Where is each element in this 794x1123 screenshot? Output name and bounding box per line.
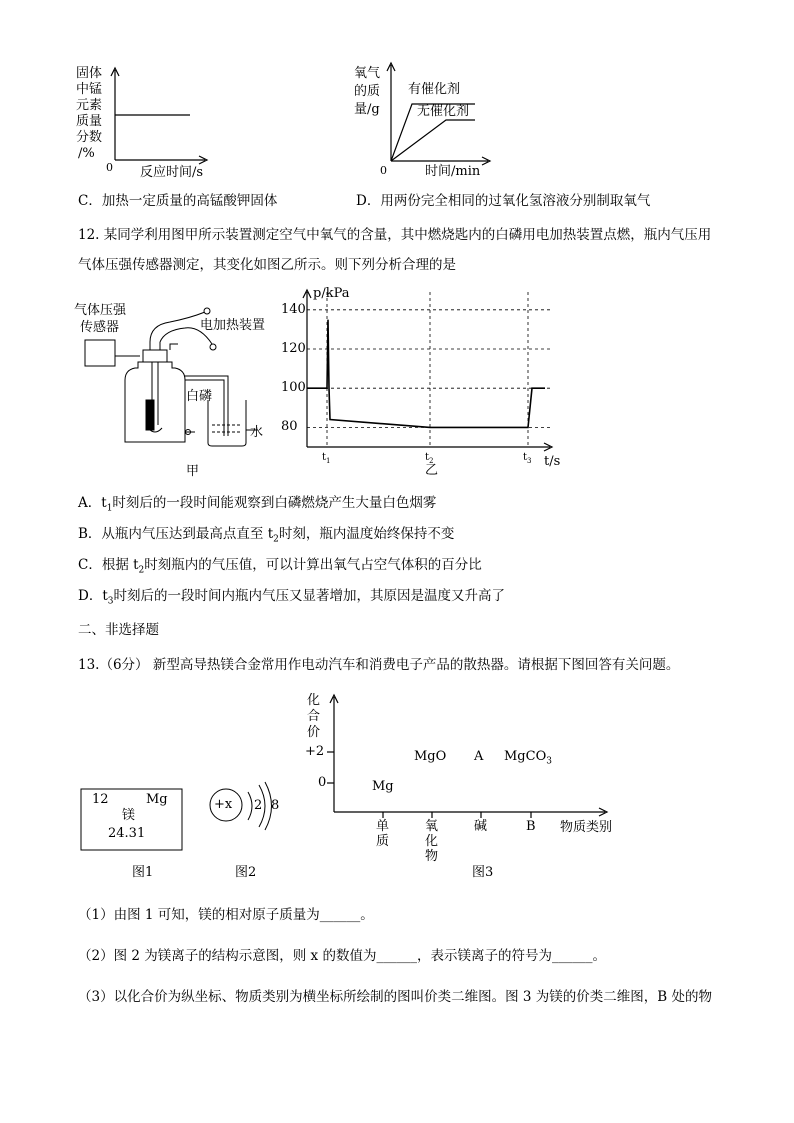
fig3-entry-mgco3-text: MgCO <box>504 749 547 764</box>
q12-option-d-text: D．t <box>78 588 108 604</box>
heater-label: 电加热装置 <box>200 318 266 333</box>
fig2-nucleus: +x <box>214 797 233 812</box>
fig3-entry-a: A <box>474 749 484 764</box>
q12-option-c-sub: 2 <box>138 565 145 576</box>
pressure-chart <box>303 290 552 451</box>
sensor-label-2: 传感器 <box>80 320 120 335</box>
q11-option-d: D．用两份完全相同的过氧化氢溶液分别制取氧气 <box>356 193 651 209</box>
graph-c-ylabel-4: 质量 <box>76 114 103 129</box>
graph-d-origin: 0 <box>380 164 387 177</box>
q12-option-d-sub: 3 <box>107 596 114 607</box>
fig3-xcat-1a: 单 <box>376 819 390 834</box>
valence-diagram <box>327 695 607 818</box>
pressure-ytick-120: 120 <box>281 341 306 356</box>
graph-d-ylabel-1: 氧气 <box>354 66 381 81</box>
fig3-entry-mgo: MgO <box>414 749 447 764</box>
pressure-ytick-100: 100 <box>281 380 306 396</box>
phosphorus-label: 白磷 <box>186 389 213 404</box>
q12-stem-line1: 12. 某同学利用图甲所示装置测定空气中氧气的含量，其中燃烧匙内的白磷用电加热装置点燃，瓶内气压用 <box>78 227 712 243</box>
pressure-grid <box>307 292 550 447</box>
graph-c-ylabel-3: 元素 <box>76 98 103 113</box>
q12-option-b-text: B．从瓶内气压达到最高点直至 t <box>78 526 274 542</box>
fig3-xcat-2c: 物 <box>425 849 439 864</box>
fig1-name: 镁 <box>122 808 136 823</box>
q12-option-c-text: C．根据 t <box>78 557 139 573</box>
section-heading: 二、非选择题 <box>78 622 159 638</box>
pressure-series-line <box>307 320 545 428</box>
fig3-entry-mg: Mg <box>372 779 394 794</box>
graph-c-axes <box>111 68 207 164</box>
fig3-ytick-zero: 0 <box>318 775 327 790</box>
pressure-ytick-140: 140 <box>281 301 306 317</box>
q12-option-d <box>78 587 505 611</box>
graph-d-line-label-no-catalyst: 无催化剂 <box>417 104 470 119</box>
graph-d-ylabel-2: 的质 <box>354 84 381 99</box>
graph-d-line-label-catalyst: 有催化剂 <box>408 82 461 97</box>
fig2-caption: 图2 <box>235 865 257 880</box>
q12-option-c-rest: 时刻瓶内的气压值，可以计算出氧气占空气体积的百分比 <box>144 557 482 573</box>
q13-stem: 13.（6分） 新型高导热镁合金常用作电动汽车和消费电子产品的散热器。请根据下图回答有关问题。 <box>78 657 680 673</box>
q12-option-a-rest: 时刻后的一段时间能观察到白磷燃烧产生大量白色烟雾 <box>112 495 437 511</box>
sensor-label-1: 气体压强 <box>74 303 127 318</box>
fig1-number: 12 <box>92 792 109 807</box>
q12-option-b-rest: 时刻，瓶内温度始终保持不变 <box>278 526 455 542</box>
q11-option-c: C．加热一定质量的高锰酸钾固体 <box>78 193 278 209</box>
graph-d-ylabel-3: 量/g <box>354 102 380 117</box>
fig3-entry-mgco3 <box>504 749 552 770</box>
q12-stem-line2: 气体压强传感器测定，其变化如图乙所示。则下列分析合理的是 <box>78 257 456 273</box>
graph-c-origin: 0 <box>106 161 113 174</box>
q12-option-a-sub: 1 <box>106 503 113 514</box>
q13-part1: （1）由图 1 可知，镁的相对原子质量为______。 <box>78 907 374 923</box>
q13-part2: （2）图 2 为镁离子的结构示意图，则 x 的数值为______，表示镁离子的符号为______。 <box>78 948 606 964</box>
fig3-xcat-2b: 化 <box>425 834 439 849</box>
fig3-xcat-1b: 质 <box>376 834 390 849</box>
fig3-xlabel: 物质类别 <box>560 820 613 835</box>
fig3-ylabel-2: 合 <box>307 709 321 724</box>
graph-d-xlabel: 时间/min <box>425 164 481 179</box>
graph-c-xlabel: 反应时间/s <box>140 165 204 180</box>
graph-c-ylabel-5: 分数 <box>76 130 103 145</box>
pressure-ylabel: p/kPa <box>313 286 350 301</box>
q12-option-a <box>78 494 436 518</box>
graph-c-ylabel-1: 固体 <box>76 66 103 81</box>
q12-option-d-rest: 时刻后的一段时间内瓶内气压又显著增加，其原因是温度又升高了 <box>113 588 505 604</box>
fig3-xcat-2a: 氧 <box>425 819 439 834</box>
fig3-ytick-plus2: +2 <box>305 744 325 759</box>
pressure-xtick-t1: $t_1$ <box>322 452 331 465</box>
fig1-symbol: Mg <box>146 792 168 807</box>
fig1-mass: 24.31 <box>108 826 146 841</box>
pressure-ytick-80: 80 <box>281 419 298 435</box>
fig3-ylabel-3: 价 <box>307 725 321 740</box>
fig2-shell2: 8 <box>271 798 280 813</box>
q13-part3: （3）以化合价为纵坐标、物质类别为横坐标所绘制的图叫价类二维图。图 3 为镁的价类二维图，B 处的物 <box>78 989 712 1005</box>
pressure-caption: 乙 <box>425 463 439 478</box>
water-label: 水 <box>250 425 264 440</box>
fig3-entry-mgco3-sub: 3 <box>546 756 552 767</box>
q12-option-b <box>78 525 454 549</box>
graph-c-ylabel-6: /% <box>78 146 95 161</box>
fig1-caption: 图1 <box>132 865 154 880</box>
fig3-xcat-3: 碱 <box>474 819 488 834</box>
q12-option-a-text: A．t <box>78 495 107 511</box>
fig3-caption: 图3 <box>472 865 494 880</box>
q12-option-b-sub: 2 <box>273 534 279 545</box>
pressure-xlabel: t/s <box>544 454 561 469</box>
pressure-curve <box>307 320 545 428</box>
apparatus-caption: 甲 <box>186 464 200 479</box>
fig3-ylabel-1: 化 <box>307 693 321 708</box>
q12-option-c <box>78 556 482 580</box>
graph-c-ylabel-2: 中锰 <box>76 82 103 97</box>
fig3-xcat-4: B <box>526 819 536 834</box>
pressure-xtick-t3: $t_3$ <box>523 452 532 465</box>
fig2-shell1: 2 <box>254 798 263 813</box>
pressure-xtick-t2: $t_2$ <box>425 452 434 465</box>
